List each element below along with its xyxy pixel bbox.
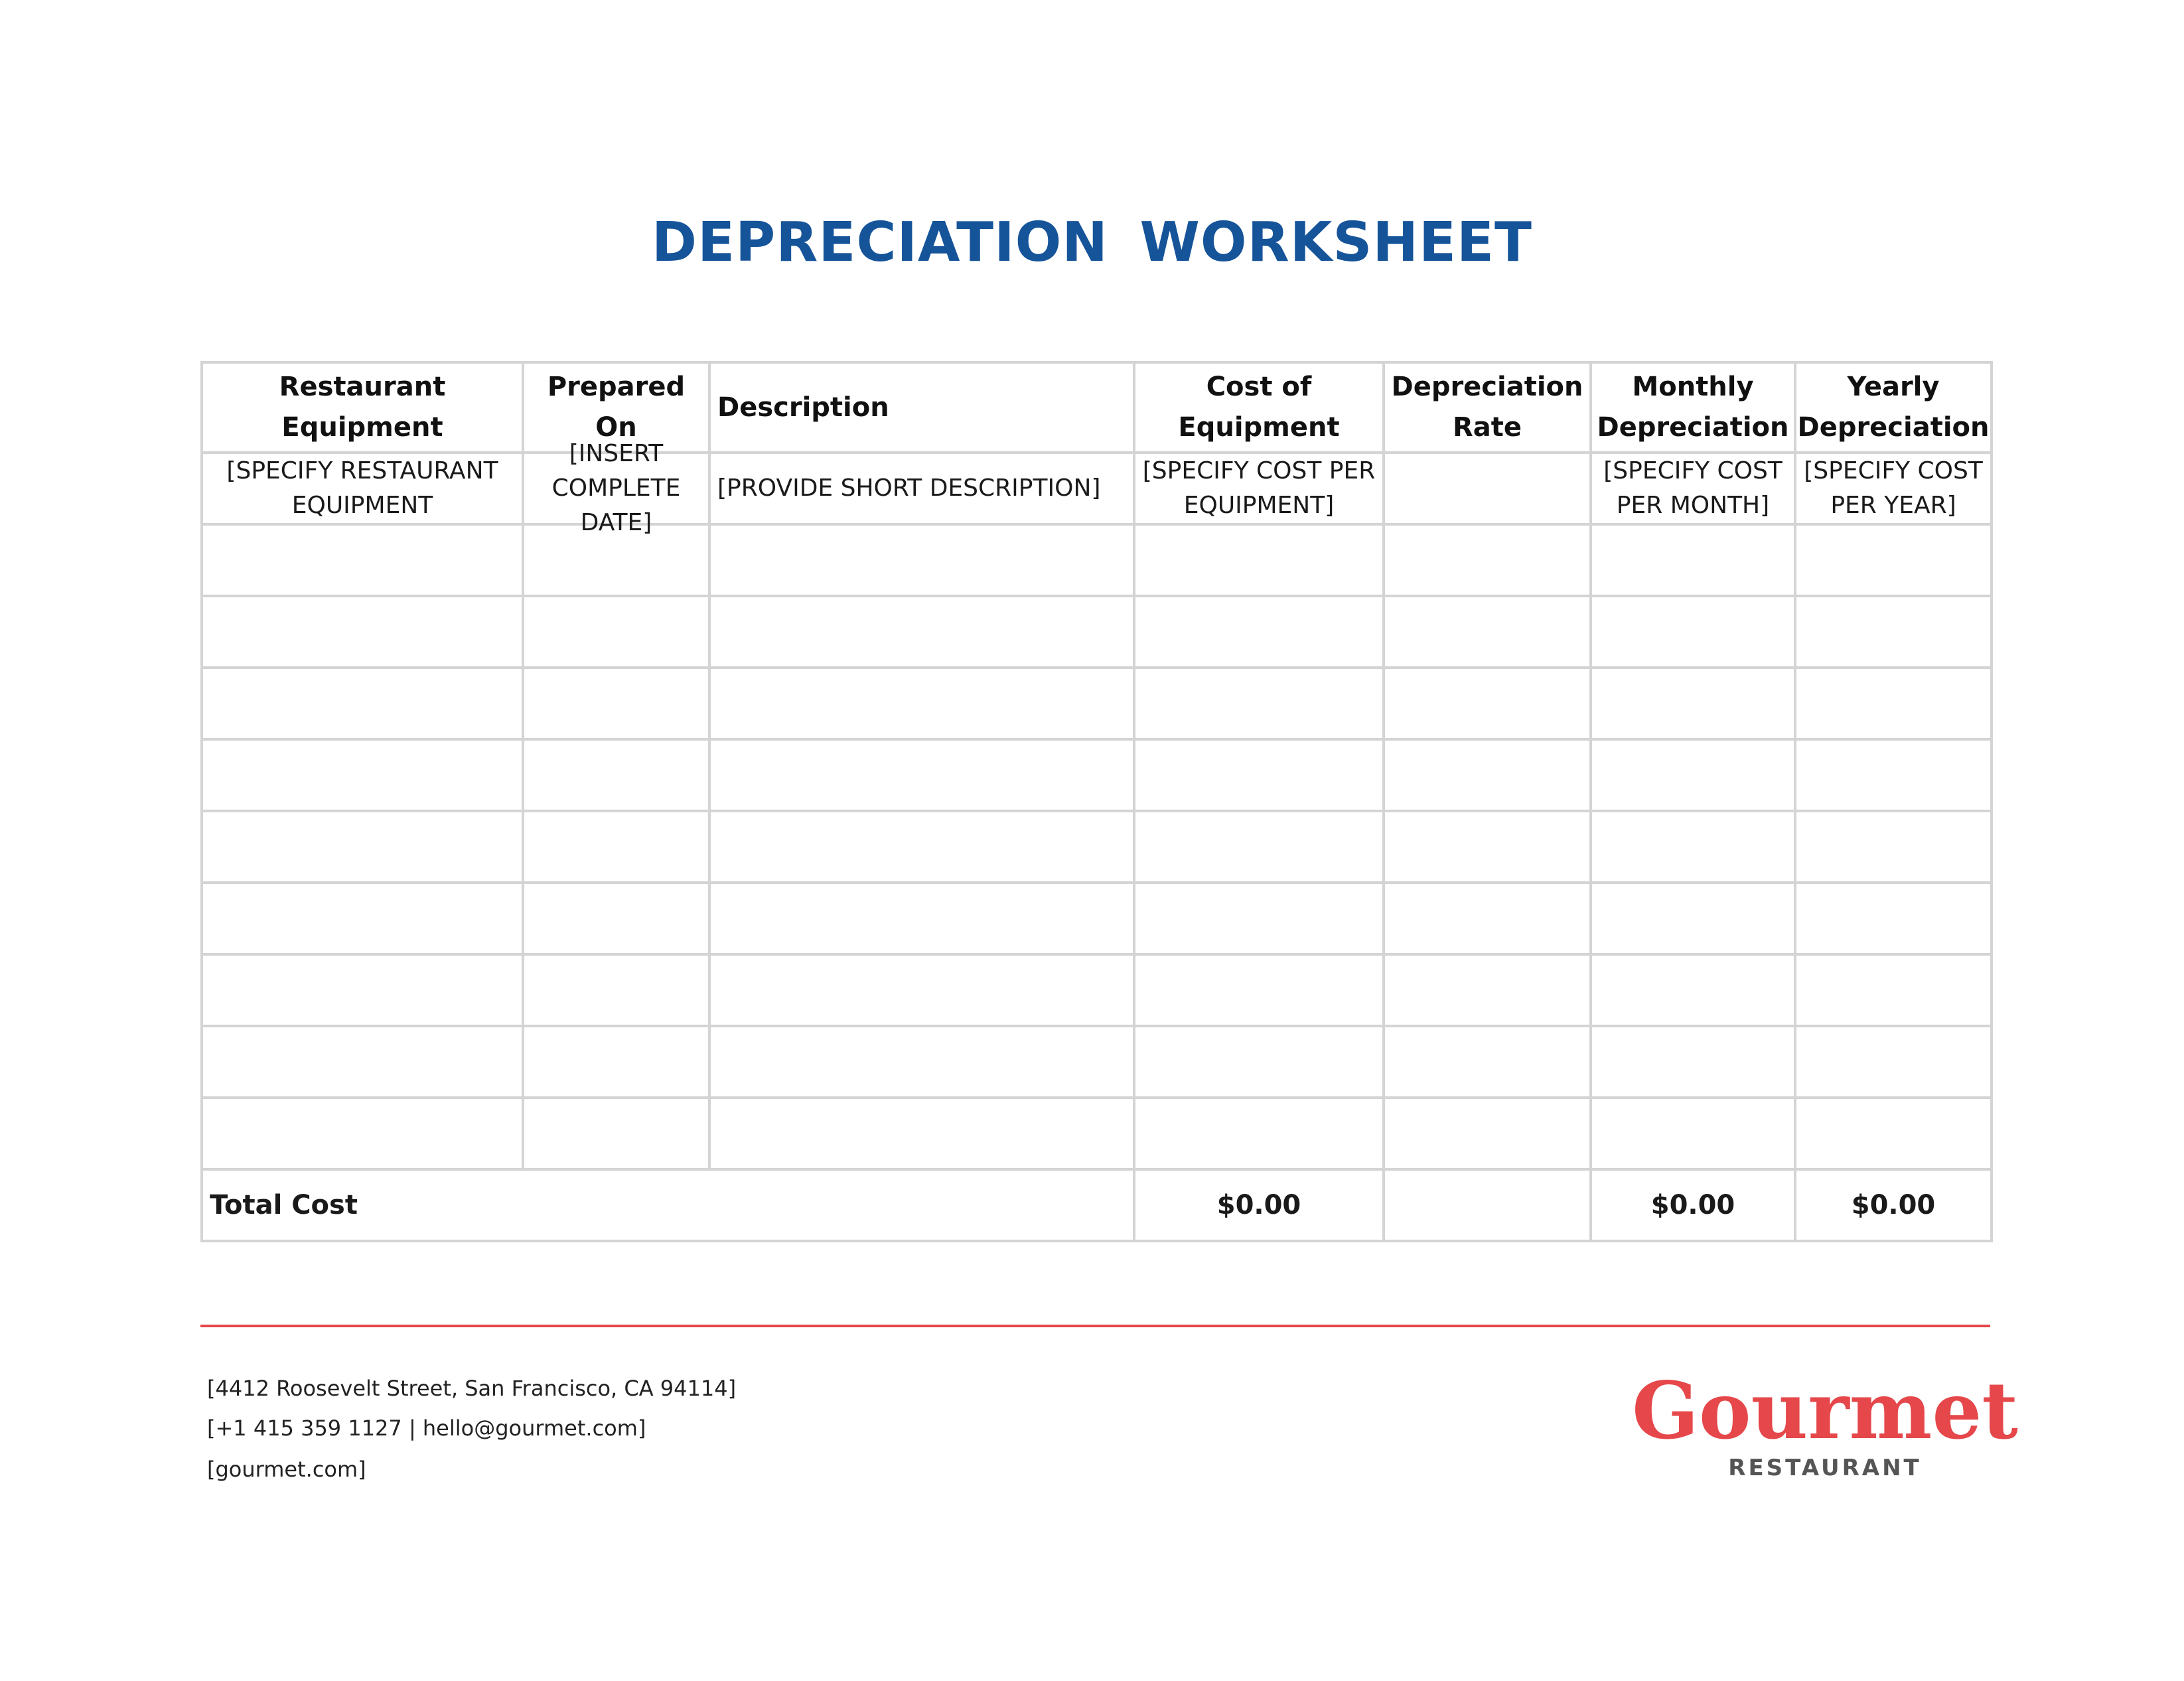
cell-equipment[interactable] <box>202 954 523 1026</box>
footer-contact: [+1 415 359 1127 | hello@gourmet.com] <box>207 1416 646 1441</box>
cell-cost[interactable] <box>1134 883 1384 954</box>
cell-prepared-on[interactable] <box>523 596 709 668</box>
cell-cost[interactable] <box>1134 811 1384 883</box>
depreciation-table <box>200 361 1993 1242</box>
cell-yearly[interactable] <box>1795 453 1992 524</box>
cell-equipment[interactable] <box>202 668 523 739</box>
cell-rate[interactable] <box>1384 954 1591 1026</box>
cell-description[interactable] <box>709 954 1134 1026</box>
total-monthly: $0.00 <box>1591 1169 1795 1241</box>
cell-equipment[interactable] <box>202 883 523 954</box>
cell-equipment[interactable] <box>202 1026 523 1098</box>
cell-prepared-on[interactable] <box>523 440 709 536</box>
cost-placeholder: [SPECIFY COST PER EQUIPMENT] <box>1142 457 1376 519</box>
table-row <box>202 668 1992 739</box>
total-yearly: $0.00 <box>1795 1169 1992 1241</box>
cell-cost[interactable] <box>1134 453 1384 524</box>
cell-yearly[interactable] <box>1795 883 1992 954</box>
header-description: Description <box>709 362 1134 453</box>
description-placeholder: [PROVIDE SHORT DESCRIPTION] <box>717 475 1101 502</box>
logo-wordmark: Gourmet <box>1632 1364 2018 1457</box>
monthly-placeholder: [SPECIFY COST PER MONTH] <box>1603 457 1783 519</box>
cell-prepared-on[interactable] <box>523 883 709 954</box>
cell-monthly[interactable] <box>1591 954 1795 1026</box>
cell-monthly[interactable] <box>1591 811 1795 883</box>
total-row <box>202 1169 1992 1241</box>
cell-description[interactable] <box>709 524 1134 596</box>
cell-equipment[interactable] <box>202 596 523 668</box>
cell-yearly[interactable] <box>1795 524 1992 596</box>
footer-divider <box>200 1325 1990 1327</box>
cell-prepared-on[interactable] <box>523 1098 709 1169</box>
footer-address: [4412 Roosevelt Street, San Francisco, CA 94114] <box>207 1376 737 1401</box>
cell-monthly[interactable] <box>1591 883 1795 954</box>
table-row <box>202 954 1992 1026</box>
cell-monthly[interactable] <box>1591 1098 1795 1169</box>
footer-website[interactable]: [gourmet.com] <box>207 1457 366 1482</box>
cell-equipment[interactable] <box>202 739 523 811</box>
cell-yearly[interactable] <box>1795 1098 1992 1169</box>
cell-prepared-on[interactable] <box>523 1026 709 1098</box>
cell-rate[interactable] <box>1384 668 1591 739</box>
table-row <box>202 1098 1992 1169</box>
header-prepared-on: Prepared On <box>523 362 709 453</box>
cell-rate[interactable] <box>1384 596 1591 668</box>
header-restaurant-equipment: Restaurant Equipment <box>202 362 523 453</box>
table-row <box>202 524 1992 596</box>
cell-rate[interactable] <box>1384 1026 1591 1098</box>
cell-yearly[interactable] <box>1795 668 1992 739</box>
table-row <box>202 883 1992 954</box>
cell-cost[interactable] <box>1134 739 1384 811</box>
cell-description[interactable] <box>709 668 1134 739</box>
cell-description[interactable] <box>709 739 1134 811</box>
cell-equipment[interactable] <box>202 453 523 524</box>
cell-yearly[interactable] <box>1795 596 1992 668</box>
cell-cost[interactable] <box>1134 668 1384 739</box>
cell-cost[interactable] <box>1134 1098 1384 1169</box>
cell-monthly[interactable] <box>1591 668 1795 739</box>
table-row <box>202 739 1992 811</box>
gourmet-restaurant-logo <box>1632 1364 2018 1483</box>
page-title: DEPRECIATION WORKSHEET <box>652 211 1532 274</box>
cell-description[interactable] <box>709 1026 1134 1098</box>
total-label: Total Cost <box>202 1169 1134 1241</box>
cell-prepared-on[interactable] <box>523 811 709 883</box>
table-row <box>202 453 1992 524</box>
yearly-placeholder: [SPECIFY COST PER YEAR] <box>1804 457 1983 519</box>
cell-rate[interactable] <box>1384 453 1591 524</box>
cell-description[interactable] <box>709 596 1134 668</box>
header-cost-of-equipment: Cost of Equipment <box>1134 362 1384 453</box>
logo-subtitle: RESTAURANT <box>1728 1455 1922 1481</box>
cell-cost[interactable] <box>1134 954 1384 1026</box>
header-row <box>202 362 1992 453</box>
cell-description[interactable] <box>709 453 1134 524</box>
cell-cost[interactable] <box>1134 524 1384 596</box>
cell-equipment[interactable] <box>202 1098 523 1169</box>
table-row <box>202 596 1992 668</box>
header-yearly-depreciation: Yearly Depreciation <box>1795 362 1992 453</box>
cell-description[interactable] <box>709 883 1134 954</box>
cell-description[interactable] <box>709 1098 1134 1169</box>
total-cost: $0.00 <box>1134 1169 1384 1241</box>
cell-prepared-on[interactable] <box>523 668 709 739</box>
cell-yearly[interactable] <box>1795 739 1992 811</box>
cell-description[interactable] <box>709 811 1134 883</box>
cell-rate[interactable] <box>1384 883 1591 954</box>
header-monthly-depreciation: Monthly Depreciation <box>1591 362 1795 453</box>
cell-cost[interactable] <box>1134 596 1384 668</box>
table-row <box>202 1026 1992 1098</box>
cell-cost[interactable] <box>1134 1026 1384 1098</box>
equipment-placeholder: [SPECIFY RESTAURANT EQUIPMENT <box>226 457 498 519</box>
cell-monthly[interactable] <box>1591 739 1795 811</box>
cell-rate[interactable] <box>1384 739 1591 811</box>
header-depreciation-rate: Depreciation Rate <box>1384 362 1591 453</box>
cell-rate[interactable] <box>1384 1098 1591 1169</box>
date-placeholder: [INSERT COMPLETE DATE] <box>551 440 681 536</box>
cell-equipment[interactable] <box>202 811 523 883</box>
cell-monthly[interactable] <box>1591 1026 1795 1098</box>
cell-rate[interactable] <box>1384 524 1591 596</box>
cell-yearly[interactable] <box>1795 811 1992 883</box>
cell-rate[interactable] <box>1384 811 1591 883</box>
table-row <box>202 811 1992 883</box>
cell-prepared-on[interactable] <box>523 739 709 811</box>
total-rate <box>1384 1169 1591 1241</box>
cell-equipment[interactable] <box>202 524 523 596</box>
cell-prepared-on[interactable] <box>523 954 709 1026</box>
cell-monthly[interactable] <box>1591 524 1795 596</box>
cell-monthly[interactable] <box>1591 453 1795 524</box>
cell-monthly[interactable] <box>1591 596 1795 668</box>
cell-yearly[interactable] <box>1795 1026 1992 1098</box>
cell-yearly[interactable] <box>1795 954 1992 1026</box>
